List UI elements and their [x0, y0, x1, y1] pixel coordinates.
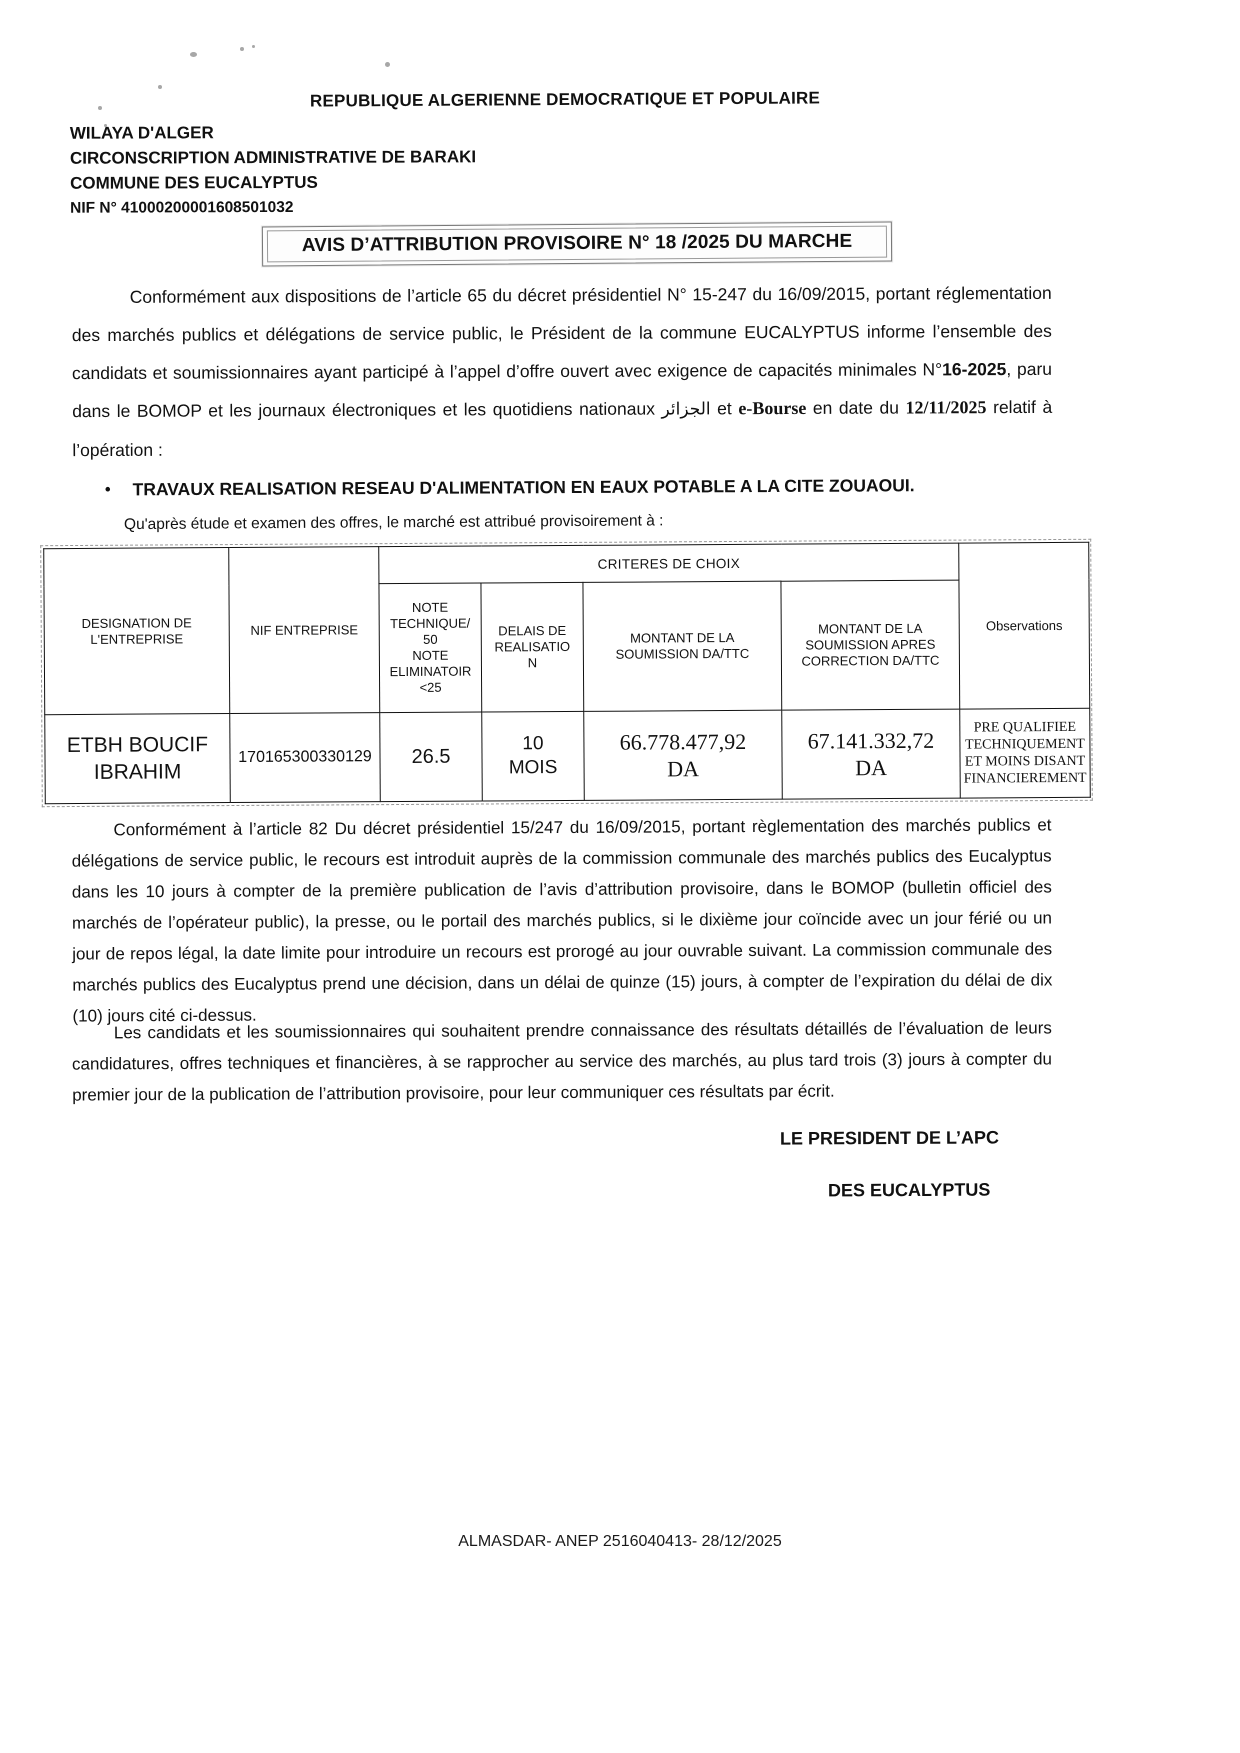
avis-number: 16-2025	[942, 359, 1007, 380]
col-nif: NIF ENTREPRISE	[229, 547, 380, 714]
award-table	[43, 542, 1091, 804]
col-designation	[44, 548, 230, 715]
wilaya-line: WILAYA D'ALGER	[69, 123, 214, 143]
bullet-icon: •	[104, 481, 111, 499]
montant-corrige-value: 67.141.332,72	[807, 727, 935, 754]
col-note-line3: 50	[423, 631, 438, 647]
delai-number: 10	[522, 733, 544, 755]
observation-line1: PRE QUALIFIEE	[973, 719, 1077, 736]
table-body	[45, 708, 1091, 803]
ebourse-name: e-Bourse	[738, 397, 807, 419]
cell-designation	[45, 714, 231, 804]
scan-speck	[190, 52, 197, 57]
cell-montant-corrige	[782, 709, 961, 799]
col-note-line6: <25	[419, 679, 442, 695]
cell-montant-soumission	[584, 710, 783, 800]
col-mont1-line2: SOUMISSION DA/TTC	[615, 645, 750, 662]
footer-reference: ALMASDAR- ANEP 2516040413- 28/12/2025	[458, 1533, 782, 1550]
montant-soumission-value: 66.778.477,92	[619, 728, 747, 755]
scan-speck	[252, 45, 255, 48]
col-note-line2: TECHNIQUE/	[390, 615, 471, 632]
col-criteres-de-choix: CRITERES DE CHOIX	[379, 543, 959, 584]
circonscription-line: CIRCONSCRIPTION ADMINISTRATIVE DE BARAKI	[69, 147, 477, 168]
col-delai-line3: N	[527, 655, 538, 671]
intro-part4: en date du	[806, 397, 906, 418]
organization-block	[70, 119, 476, 220]
col-delai-line2: REALISATIO	[494, 638, 571, 655]
col-mont1-line1: MONTANT DE LA	[630, 629, 735, 646]
col-delai-line1: DELAIS DE	[498, 623, 567, 639]
observation-line2: TECHNIQUEMENT	[965, 736, 1085, 753]
commune-line: COMMUNE DES EUCALYPTUS	[70, 172, 318, 193]
scan-speck	[385, 62, 390, 67]
candidats-paragraph: Les candidats et les soumissionnaires qui souhaitent prendre connaissance des résultats détaillés de l’évaluation de leurs candidatures, offres techniques et financières, à se rapprocher au service des marchés, au plus tard trois (3) jours à compter du premier jour de la publication de l’attribution provisoire, pour leur communiquer ces résultats par écrit.	[71, 1018, 1053, 1105]
page-title: AVIS D’ATTRIBUTION PROVISOIRE N° 18 /2025 DU MARCHE	[301, 230, 853, 257]
col-note-line5: ELIMINATOIR	[389, 663, 472, 680]
cell-nif: 170165300330129	[230, 713, 381, 803]
col-observations: Observations	[959, 542, 1090, 709]
publication-date: 12/11/2025	[905, 397, 987, 418]
nif-line: NIF N° 41000200001608501032	[70, 198, 294, 217]
col-montant-soumission	[583, 581, 782, 711]
col-mont2-line2: SOUMISSION APRES	[805, 636, 936, 653]
recours-paragraph: Conformément à l’article 82 Du décret présidentiel 15/247 du 16/09/2015, portant règlementation des marchés publics et délégations de service public, le recours est introduit auprès de la commission communale des marchés publics des Eucalyptus dans les 10 jours à compter de la première publication de l’avis d’attribution provisoire, dans le BOMOP (bulletin officiel des marchés de l’opérateur public), la presse, ou le portail des marchés publics, si le dixième jour coïncide avec un jour férié ou un jour de repos légal, la date limite pour introduire un recours est prorogé au jour ouvrable suivant. La commission communale des marchés publics des Eucalyptus prend une décision, dans un délai de quinze (15) jours, à compter de l’expiration du délai de dix (10) jours cité ci-dessus.	[71, 815, 1053, 1026]
intro-part5: relatif à l’opération :	[72, 396, 1053, 461]
company-name-line2: IBRAHIM	[93, 760, 182, 784]
delai-unit: MOIS	[508, 757, 558, 779]
intro-part1: Conformément aux dispositions de l’article 65 du décret présidentiel N° 15-247 du 16/09/2015, portant réglementation des marchés publics et délégations de service public, le Président de la commune EUCALYPTUS informe l’ensemble des candidats et soumissionnaires ayant participé à l’appel d’offre ouvert avec exigence de capacités minimales N°	[71, 282, 1052, 384]
intro-part3: et	[710, 398, 739, 419]
award-table-container	[43, 542, 1090, 804]
table-row	[45, 708, 1091, 803]
montant-corrige-currency: DA	[855, 755, 888, 781]
operation-bullet-item	[105, 475, 1055, 501]
col-mont2-line3: CORRECTION DA/TTC	[801, 652, 940, 669]
cell-note-technique: 26.5	[380, 712, 483, 802]
title-inner-border	[267, 226, 887, 263]
observation-line4: FINANCIEREMENT	[963, 770, 1087, 787]
col-montant-corrige	[781, 580, 960, 710]
col-note-technique	[379, 583, 482, 713]
col-delais-realisation	[481, 582, 584, 712]
col-designation-line2: L'ENTREPRISE	[90, 630, 184, 647]
cell-delai	[482, 711, 585, 801]
table-group-header-row	[44, 542, 1089, 585]
signature-subtitle: DES EUCALYPTUS	[827, 1179, 991, 1201]
award-lead-text: Qu'après étude et examen des offres, le marché est attribué provisoirement à :	[123, 512, 664, 534]
montant-soumission-currency: DA	[667, 756, 700, 782]
scan-speck	[98, 106, 102, 110]
document-title-frame	[262, 222, 892, 267]
col-note-line1: NOTE	[411, 599, 449, 615]
intro-part2: , paru dans le BOMOP et les journaux électroniques et les quotidiens nationaux	[72, 358, 1053, 422]
scan-speck	[158, 85, 162, 89]
table-header	[44, 542, 1090, 714]
signature-title: LE PRESIDENT DE L’APC	[779, 1127, 1000, 1149]
intro-paragraph	[72, 274, 1053, 469]
observation-line3: ET MOINS DISANT	[964, 753, 1086, 770]
col-mont2-line1: MONTANT DE LA	[818, 620, 923, 637]
col-note-line4: NOTE	[412, 647, 449, 663]
company-name-line1: ETBH BOUCIF	[66, 733, 209, 758]
operation-label: TRAVAUX REALISATION RESEAU D'ALIMENTATION EN EAUX POTABLE A LA CITE ZOUAOUI.	[132, 475, 915, 500]
cell-observations	[960, 708, 1091, 798]
journal-arabic-name: الجزائر	[661, 399, 711, 420]
republic-heading: REPUBLIQUE ALGERIENNE DEMOCRATIQUE ET POPULAIRE	[309, 88, 821, 111]
col-designation-line1: DESIGNATION DE	[81, 614, 192, 631]
scan-speck	[240, 47, 244, 51]
